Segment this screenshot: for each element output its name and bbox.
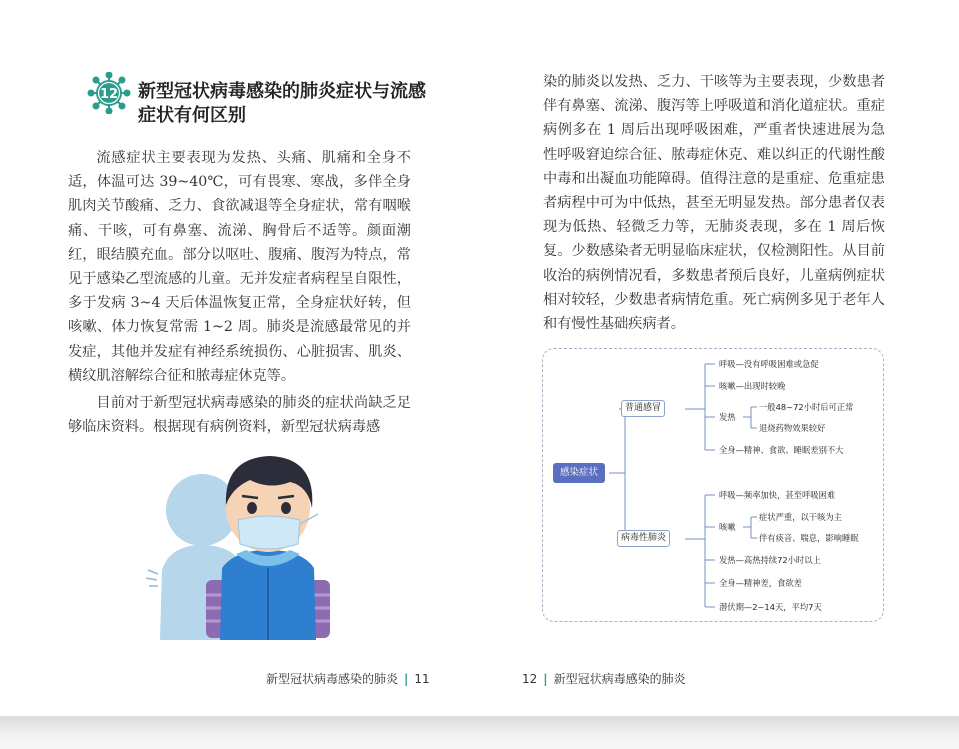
question-number-badge <box>86 72 132 114</box>
title-line-1: 新型冠状病毒感染的肺炎症状与流感 <box>138 81 426 102</box>
symptom-mindmap <box>542 348 884 622</box>
pneumonia-fever: 发热—高热持续72小时以上 <box>719 555 821 565</box>
page-title <box>138 80 428 128</box>
footer-divider: | <box>543 672 548 686</box>
footer-divider: | <box>404 672 409 686</box>
cold-breath: 呼吸—没有呼吸困难或急促 <box>719 359 819 369</box>
cold-fever: 发热 <box>719 412 736 422</box>
cold-fever-sub2: 退烧药物效果较好 <box>759 423 826 433</box>
book-spread-shadow <box>0 716 959 749</box>
branch-viral-pneumonia: 病毒性肺炎 <box>617 530 670 547</box>
question-number: 12 <box>99 87 119 102</box>
mindmap-root: 感染症状 <box>553 463 605 483</box>
pneumonia-breath: 呼吸—频率加快，甚至呼吸困难 <box>719 490 836 500</box>
footer-right <box>522 670 686 687</box>
footer-right-title: 新型冠状病毒感染的肺炎 <box>553 672 686 686</box>
left-body-text <box>68 146 411 439</box>
paragraph-1: 流感症状主要表现为发热、头痛、肌痛和全身不适，体温可达 39~40℃，可有畏寒、寒战，多伴全身肌肉关节酸痛、乏力、食欲减退等全身症状，常有咽喉痛、干咳，可有鼻塞、流涕、胸骨后不适等。颜面潮红，眼结膜充血。部分以呕吐、腹痛、腹泻为特点，常见于感染乙型流感的儿童。无并发症者病程呈自限性，多于发病 3~4 天后体温恢复正常，全身症状好转，但咳嗽、体力恢复常需 1~2 周。肺炎是流感最常见的并发症，其他并发症有神经系统损伤、心脏损害、肌炎、横纹肌溶解综合征和脓毒症休克等。 <box>68 150 411 384</box>
page-number-left: 11 <box>414 672 430 686</box>
pneumonia-body: 全身—精神差，食欲差 <box>719 578 802 588</box>
pneumonia-cough: 咳嗽 <box>719 522 736 532</box>
footer-left <box>266 670 430 687</box>
paragraph-2: 目前对于新型冠状病毒感染的肺炎的症状尚缺乏足够临床资料。根据现有病例资料，新型冠状病毒感 <box>68 395 411 436</box>
right-paragraph: 染的肺炎以发热、乏力、干咳等为主要表现，少数患者伴有鼻塞、流涕、腹泻等上呼吸道和消化道症状。重症病例多在 1 周后出现呼吸困难，严重者快速进展为急性呼吸窘迫综合征、脓毒症休克、难以纠正的代谢性酸中毒和出凝血功能障碍。值得注意的是重症、危重症患者病程中可为中低热，甚至无明显发热。部分患者仅表现为低热、轻微乏力等，无肺炎表现，多在 1 周后恢复。少数感染者无明显临床症状，仅检测阳性。从目前收治的病例情况看，多数患者预后良好，儿童病例症状相对较轻，少数患者病情危重。死亡病例多见于老年人和有慢性基础疾病者。 <box>543 74 885 333</box>
branch-common-cold: 普通感冒 <box>621 400 665 417</box>
pneumonia-incubation: 潜伏期—2~14天，平均7天 <box>719 602 822 612</box>
cold-fever-sub1: 一般48~72小时后可正常 <box>759 402 854 412</box>
right-body-text <box>543 70 885 336</box>
mindmap-connectors <box>543 349 885 623</box>
cold-body: 全身—精神、食欲、睡眠差别不大 <box>719 445 844 455</box>
coughing-child-illustration <box>140 450 340 640</box>
virus-icon <box>86 72 132 114</box>
footer-left-title: 新型冠状病毒感染的肺炎 <box>266 672 399 686</box>
page-number-right: 12 <box>522 672 538 686</box>
cold-cough: 咳嗽—出现时较晚 <box>719 381 786 391</box>
pneumonia-cough-sub2: 伴有痰音、喘息，影响睡眠 <box>759 533 859 543</box>
pneumonia-cough-sub1: 症状严重，以干咳为主 <box>759 512 842 522</box>
title-line-2: 症状有何区别 <box>138 105 246 126</box>
